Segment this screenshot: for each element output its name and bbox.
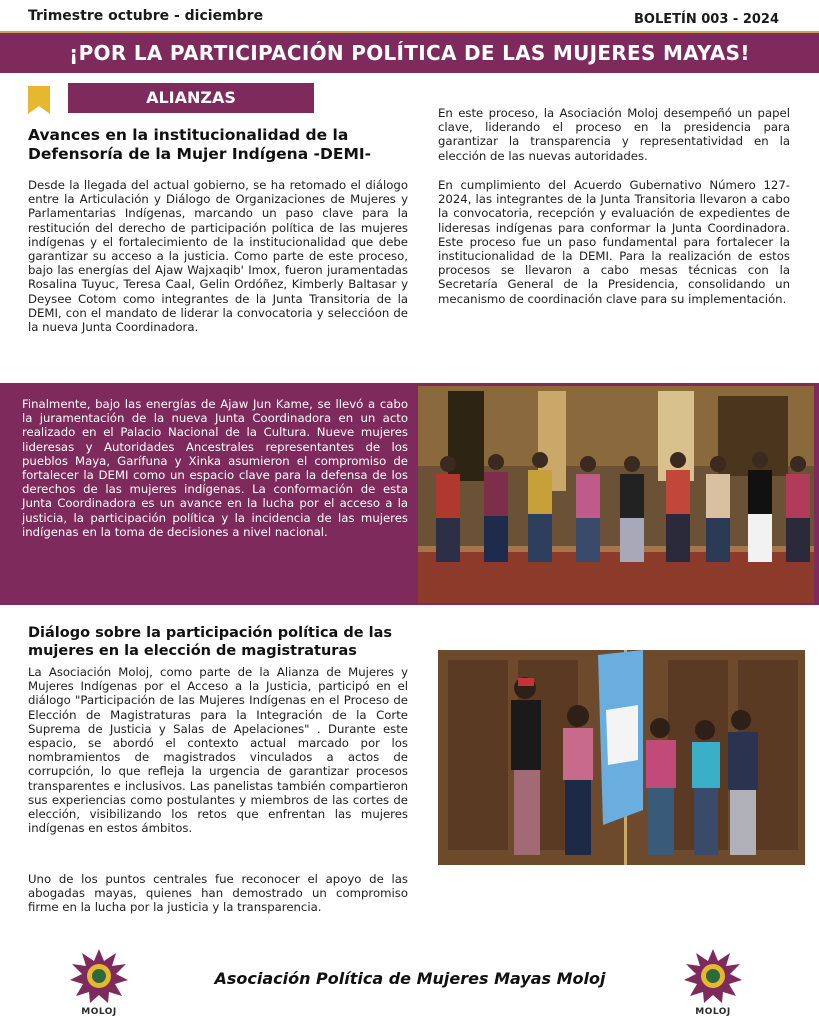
article2-title: Diálogo sobre la participación política de las mujeres en la elección de magistraturas xyxy=(28,625,393,659)
highlight-band xyxy=(0,383,819,605)
swearing-in-group-photo xyxy=(418,386,814,603)
bookmark-icon xyxy=(28,86,50,114)
title-banner xyxy=(0,31,819,73)
bulletin-number: BOLETÍN 003 - 2024 xyxy=(634,12,779,27)
article2-paragraph-1: La Asociación Moloj, como parte de la Alianza de Mujeres y Mujeres Indígenas por el Acceso a la Justicia, participó en el diálogo "Participación de las Mujeres Indígenas en el Proceso de Elección de Magistraturas para la Integración de la Corte Suprema de Justicia y Salas de Apelaciones" . Durante este espacio, se abordó el contexto actual marcado por los nombramientos de magistrados vinculados a actos de corrupción, lo que refleja la urgencia de garantizar procesos transparentes e inclusivos. Las panelistas también compartieron sus experiencias como postulantes y miembros de las cortes de elección, visibilizando los retos que enfrentan las mujeres indígenas en estos ámbitos. xyxy=(28,665,408,836)
moloj-emblem-icon xyxy=(66,947,132,1003)
footer-organization-name: Asociación Política de Mujeres Mayas Moloj xyxy=(214,969,606,988)
article1-title: Avances en la institucionalidad de la Defensoría de la Mujer Indígena -DEMI- xyxy=(28,126,372,163)
article1-body: Desde la llegada del actual gobierno, se ha retomado el diálogo entre la Articulación y Diálogo de Organizaciones de Mujeres y Parlamentarias Indígenas, marcando un paso clave para la restitución del derecho de participación política de las mujeres indígenas y el fortalecimiento de la institucionalidad que debe garantizar su acceso a la justicia. Como parte de este proceso, bajo las energías del Ajaw Wajxaqib' Imox, fueron juramentadas Rosalina Tuyuc, Teresa Caal, Gelin Ordóñez, Kimberly Baltasar y Deysee Cotom como integrantes de la Junta Transitoria de la DEMI, con el mandato de liderar la convocatoria y seleccióon de la nueva Junta Coordinadora. xyxy=(28,178,408,335)
article2-paragraph-2: Uno de los puntos centrales fue reconocer el apoyo de las abogadas mayas, quienes han demostrado un compromiso firme en la lucha por la justicia y la transparencia. xyxy=(28,872,408,915)
band-paragraph: Finalmente, bajo las energías de Ajaw Jun Kame, se llevó a cabo la juramentación de la nueva Junta Coordinadora en un acto realizado en el Palacio Nacional de la Cultura. Nueve mujeres lideresas y Autoridades Ancestrales representantes de los pueblos Maya, Garífuna y Xinka asumieron el compromiso de fortalecer la DEMI como un espacio clave para la defensa de los derechos de las mujeres indígenas. La conformación de esta Junta Coordinadora es un avance en la lucha por el acceso a la justicia, la participación política y la incidencia de las mujeres indígenas en la toma de decisiones a nivel nacional. xyxy=(22,397,408,539)
logo-caption: MOLOJ xyxy=(695,1007,731,1017)
banner-title: ¡POR LA PARTICIPACIÓN POLÍTICA DE LAS MUJERES MAYAS! xyxy=(69,41,750,65)
logo-caption: MOLOJ xyxy=(81,1007,117,1017)
dialogue-panelists-photo xyxy=(438,650,805,865)
article1-right-paragraph-2: En cumplimiento del Acuerdo Gubernativo Número 127-2024, las integrantes de la Junta Transitoria llevaron a cabo la convocatoria, recepción y evaluación de expedientes de lideresas indígenas para conformar la Junta Coordinadora. Este proceso fue un paso fundamental para fortalecer la institucionalidad de la DEMI. Para la realización de estos procesos se llevaron a cabo mesas técnicas con la Secretaría General de la Presidencia, consolidando un mecanismo de coordinación clave para su implementación. xyxy=(438,178,790,306)
top-row xyxy=(0,8,819,30)
section-label: ALIANZAS xyxy=(68,83,314,113)
moloj-logo-right xyxy=(680,947,746,1017)
moloj-logo-left xyxy=(66,947,132,1017)
moloj-emblem-icon xyxy=(680,947,746,1003)
quarter-label: Trimestre octubre - diciembre xyxy=(28,8,264,24)
article1-right-paragraph-1: En este proceso, la Asociación Moloj desempeñó un papel clave, liderando el proceso en la presidencia para garantizar la transparencia y representatividad en la elección de las nuevas autoridades. xyxy=(438,106,790,163)
